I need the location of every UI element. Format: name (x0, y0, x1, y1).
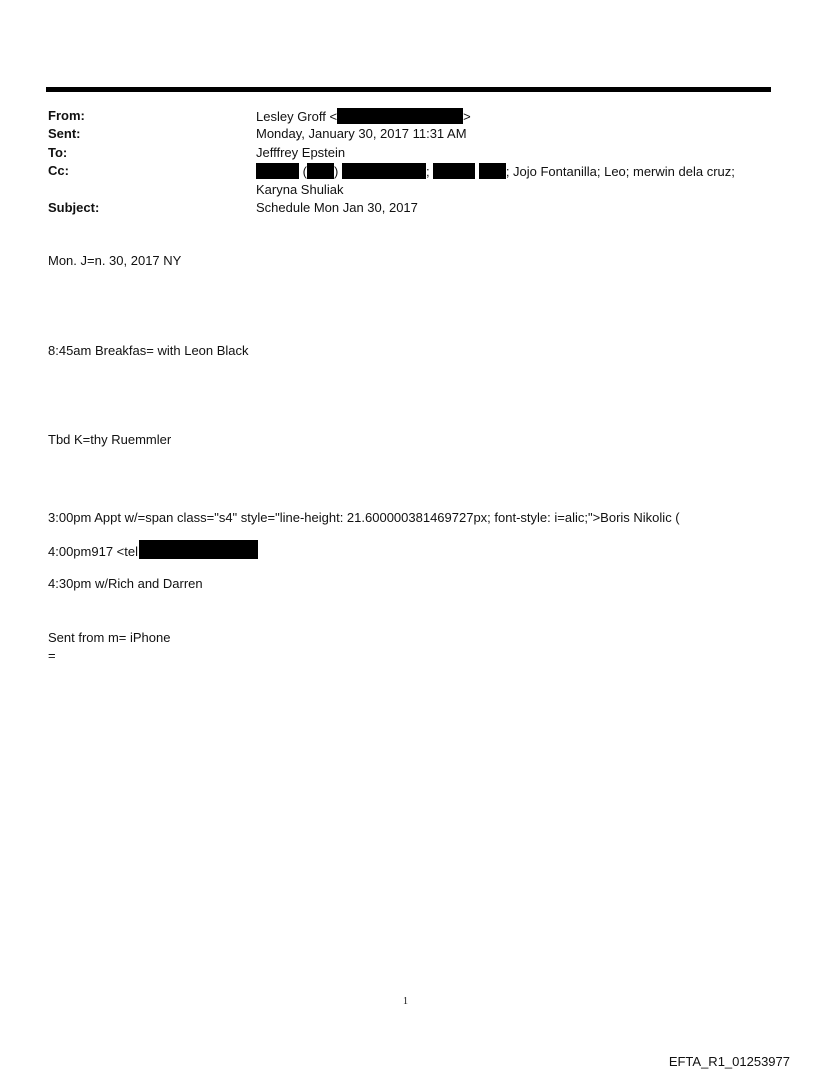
body-line-equals: = (48, 648, 56, 663)
cc-value (256, 163, 735, 179)
page-number: 1 (403, 996, 408, 1007)
body-line-signature: Sent from m= iPhone (48, 630, 171, 645)
cc-close-paren: ) (333, 164, 339, 179)
redaction-block (256, 163, 299, 179)
body-line-appt: 3:00pm Appt w/=span class="s4" style="line-height: 21.600000381469727px; font-style: i=alic;">Boris Nikolic ( (48, 510, 680, 525)
from-label: From: (48, 108, 85, 123)
from-value (256, 108, 471, 124)
body-line-tbd: Tbd K=thy Ruemmler (48, 432, 172, 447)
redaction-block (307, 163, 334, 179)
body-line-meeting: 4:30pm w/Rich and Darren (48, 576, 203, 591)
subject-label: Subject: (48, 200, 100, 215)
redaction-block (337, 108, 463, 124)
cc-open-paren: ( (302, 164, 307, 179)
cc-semicolon: ; (425, 164, 430, 179)
document-id: EFTA_R1_01253977 (668, 1054, 790, 1069)
from-close: > (463, 109, 471, 124)
body-line-breakfast: 8:45am Breakfas= with Leon Black (48, 343, 249, 358)
body-line-date: Mon. J=n. 30, 2017 NY (48, 253, 182, 268)
from-name: Lesley Groff < (256, 109, 338, 124)
to-value: Jefffrey Epstein (256, 145, 346, 160)
redaction-block (139, 540, 258, 559)
redaction-block (433, 163, 475, 179)
sent-value: Monday, January 30, 2017 11:31 AM (256, 126, 467, 141)
header-divider (46, 87, 771, 92)
cc-visible-recipients: ; Jojo Fontanilla; Leo; merwin dela cruz; (505, 164, 735, 179)
to-label: To: (48, 145, 68, 160)
cc-label: Cc: (48, 163, 69, 178)
redaction-block (342, 163, 426, 179)
subject-value: Schedule Mon Jan 30, 2017 (256, 200, 418, 215)
tel-text: 4:00pm917 <tel (48, 544, 138, 559)
redaction-block (479, 163, 506, 179)
sent-label: Sent: (48, 126, 81, 141)
cc-line2: Karyna Shuliak (256, 182, 344, 197)
body-line-tel (48, 540, 258, 559)
